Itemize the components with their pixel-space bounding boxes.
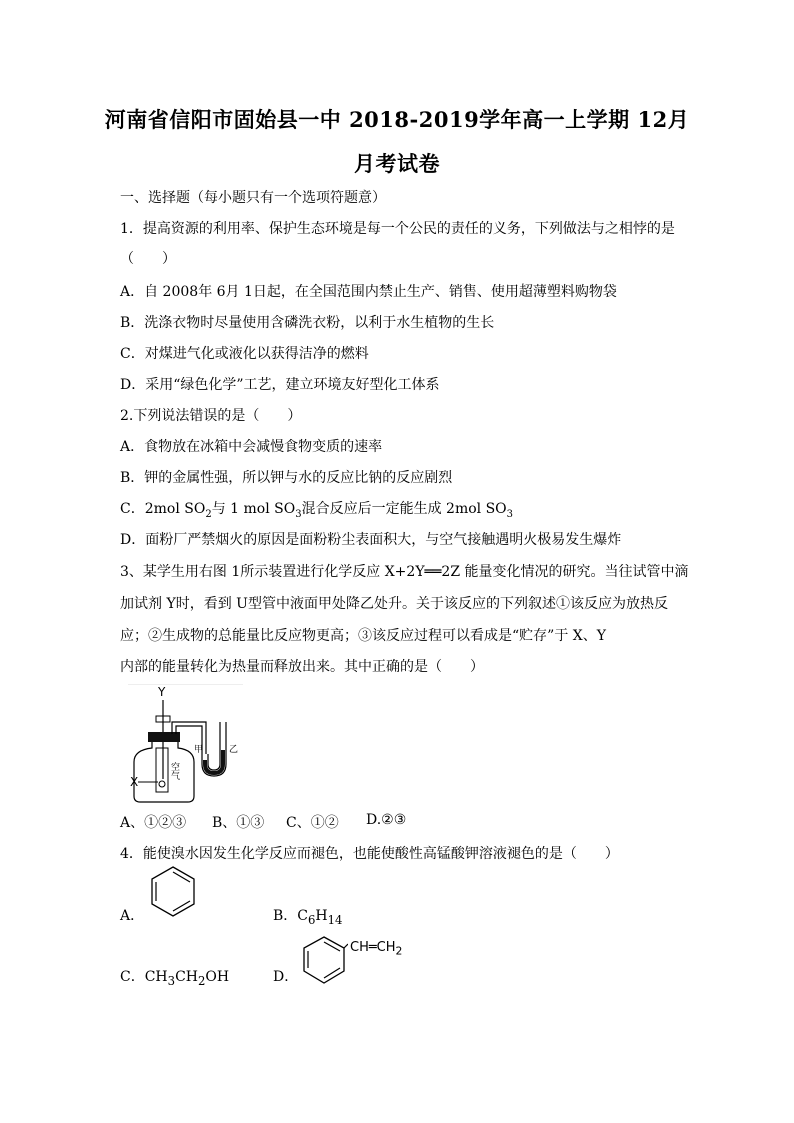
- q3-stem-line1: 3、某学生用右图 1所示装置进行化学反应 X+2Y══2Z 能量变化情况的研究。当往试管中滴: [120, 564, 689, 580]
- q1-option-d: D．采用“绿色化学”工艺，建立环境友好型化工体系: [120, 377, 440, 393]
- q1-option-c: C．对煤进气化或液化以获得洁净的燃料: [120, 346, 369, 362]
- document-title-line1: 河南省信阳市固始县一中 2018-2019学年高一上学期 12月: [104, 107, 690, 132]
- styrene-formula: $CH═CH_2$: [350, 940, 403, 958]
- q4-option-b: B．$C_6H_{14}$: [273, 908, 343, 927]
- q2-option-b: B．钾的金属性强，所以钾与水的反应比钠的反应剧烈: [120, 470, 453, 486]
- apparatus-figure: [128, 684, 258, 804]
- document-title-line2: 月考试卷: [354, 151, 440, 176]
- q3-stem-line2: 加试剂 Y时，看到 U型管中液面甲处降乙处升。关于该反应的下列叙述①该反应为放热反: [120, 596, 668, 612]
- q3-option-d: D.②③: [366, 812, 407, 828]
- q3-option-a: A、①②③: [120, 815, 187, 831]
- reagent-y-label: Y: [158, 685, 166, 699]
- q3-stem-line4: 内部的能量转化为热量而释放出来。其中正确的是（ ）: [120, 659, 484, 675]
- reagent-x-label: X: [130, 775, 139, 789]
- section-heading: 一、选择题（每小题只有一个选项符题意）: [120, 190, 386, 206]
- jia-label: 甲: [194, 745, 204, 755]
- q2-option-c: C．2mol $SO_2$与 1 mol $SO_3$混合反应后一定能生成 2mol $SO_3$: [120, 501, 514, 520]
- q4-option-d: D．: [273, 969, 299, 985]
- styrene-structure: [300, 934, 348, 986]
- q1-option-b: B．洗涤衣物时尽量使用含磷洗衣粉，以利于水生植物的生长: [120, 315, 495, 331]
- q4-stem: 4．能使溴水因发生化学反应而褪色，也能使酸性高锰酸钾溶液褪色的是（ ）: [120, 846, 619, 862]
- air-label: 空气: [169, 762, 179, 780]
- q3-option-c: C、①②: [286, 815, 339, 831]
- yi-label: 乙: [229, 745, 239, 755]
- q1-stem-line1: 1．提高资源的利用率、保护生态环境是每一个公民的责任的义务，下列做法与之相悖的是: [120, 221, 675, 237]
- q3-stem-line3: 应；②生成物的总能量比反应物更高；③该反应过程可以看成是“贮存”于 X、Y: [120, 628, 606, 644]
- q4-option-c: C．$CH_3CH_2OH$: [120, 969, 230, 988]
- q3-option-b: B、①③: [212, 815, 265, 831]
- q2-option-d: D．面粉厂严禁烟火的原因是面粉粉尘表面积大，与空气接触遇明火极易发生爆炸: [120, 532, 622, 548]
- q2-option-a: A．食物放在冰箱中会减慢食物变质的速率: [120, 439, 383, 455]
- q1-stem-line2: （ ）: [120, 251, 176, 267]
- q1-option-a: A．自 2008年 6月 1日起，在全国范围内禁止生产、销售、使用超薄塑料购物袋: [120, 284, 617, 300]
- q4-option-a: A．: [120, 908, 145, 924]
- benzene-structure: [148, 864, 198, 920]
- q2-stem: 2.下列说法错误的是（ ）: [120, 408, 302, 424]
